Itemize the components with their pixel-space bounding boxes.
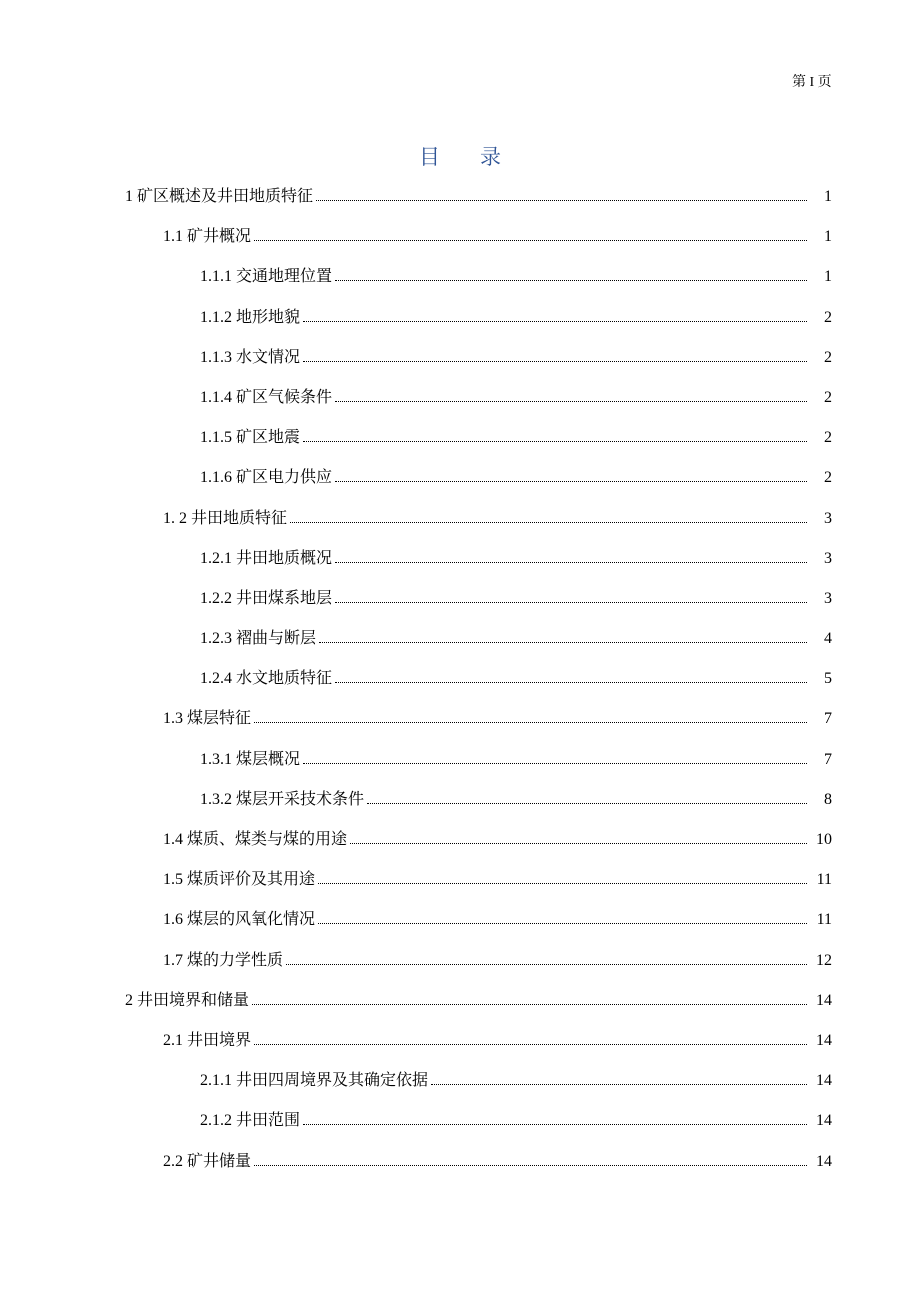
toc-dot-leader [335, 601, 807, 603]
toc-page-number: 2 [824, 308, 832, 326]
toc-entry[interactable] [0, 584, 920, 624]
toc-page-number: 2 [824, 388, 832, 406]
toc-page-number-wrap [807, 182, 920, 212]
toc-dot-leader [367, 802, 807, 804]
toc-dot-leader [254, 721, 807, 723]
toc-dot-leader [303, 762, 807, 764]
toc-page-number: 1 [824, 268, 832, 286]
toc-page-number: 14 [816, 1072, 832, 1090]
toc-entry[interactable] [0, 986, 920, 1026]
toc-page-number: 3 [824, 589, 832, 607]
toc-entry-label: 1. 2 井田地质特征 [163, 509, 288, 527]
toc-page-number-wrap [807, 946, 920, 976]
toc-entry-label: 1.3.2 煤层开采技术条件 [200, 790, 365, 808]
toc-page-number: 14 [816, 1152, 832, 1170]
toc-page-number-wrap [807, 222, 920, 252]
toc-page-number-wrap [807, 1066, 920, 1096]
toc-entry[interactable] [0, 825, 920, 865]
toc-entry-label: 1.1.6 矿区电力供应 [200, 469, 333, 487]
toc-dot-leader [254, 239, 807, 241]
toc-entry-label: 1.6 煤层的风氧化情况 [163, 911, 316, 929]
toc-dot-leader [316, 199, 807, 201]
toc-page-number-wrap [807, 544, 920, 574]
toc-entry-label: 1.4 煤质、煤类与煤的用途 [163, 831, 348, 848]
toc-dot-leader [350, 842, 807, 844]
toc-page-number-wrap [807, 704, 920, 734]
toc-page-number-wrap [807, 343, 920, 373]
toc-page-number: 11 [816, 911, 832, 929]
toc-entry[interactable] [0, 504, 920, 544]
toc-page-number: 14 [816, 1112, 832, 1130]
toc-entry-label: 2.2 矿井储量 [163, 1152, 252, 1170]
toc-entry[interactable] [0, 1066, 920, 1106]
toc-entry-label: 1.1.2 地形地貌 [200, 308, 301, 326]
toc-entry-label: 1.1.5 矿区地震 [200, 429, 301, 447]
toc-dot-leader [290, 521, 807, 523]
toc-entry[interactable] [0, 664, 920, 704]
toc-page-number-wrap [807, 504, 920, 534]
toc-entry-label: 1.5 煤质评价及其用途 [163, 871, 316, 889]
toc-entry-label: 2.1.2 井田范围 [200, 1112, 301, 1130]
toc-dot-leader [303, 440, 807, 442]
toc-entry[interactable] [0, 383, 920, 423]
toc-list [0, 182, 920, 1187]
toc-dot-leader [431, 1083, 807, 1085]
toc-page-number: 1 [824, 228, 832, 246]
toc-dot-leader [335, 279, 807, 281]
toc-page-number-wrap [807, 825, 920, 855]
toc-entry[interactable] [0, 343, 920, 383]
toc-entry[interactable] [0, 905, 920, 945]
toc-page-number: 14 [816, 1031, 832, 1049]
toc-dot-leader [303, 1123, 807, 1125]
toc-page-number: 12 [816, 951, 832, 969]
toc-entry[interactable] [0, 946, 920, 986]
toc-entry[interactable] [0, 1026, 920, 1066]
toc-page-number: 7 [824, 710, 832, 728]
toc-page-number: 4 [824, 630, 832, 648]
toc-entry[interactable] [0, 1147, 920, 1187]
toc-dot-leader [318, 882, 807, 884]
toc-title: 目录 [419, 145, 541, 169]
toc-page-number-wrap [807, 303, 920, 333]
toc-page-number: 3 [824, 509, 832, 527]
toc-page-number: 2 [824, 469, 832, 487]
toc-dot-leader [303, 320, 807, 322]
toc-page-number: 7 [824, 750, 832, 768]
toc-entry-label: 2.1.1 井田四周境界及其确定依据 [200, 1072, 429, 1090]
toc-dot-leader [318, 922, 807, 924]
toc-entry[interactable] [0, 544, 920, 584]
toc-entry-label: 2.1 井田境界 [163, 1031, 252, 1049]
toc-entry-label: 1.3 煤层特征 [163, 710, 252, 728]
toc-dot-leader [254, 1043, 807, 1045]
toc-dot-leader [335, 561, 807, 563]
toc-entry-label: 1.1.1 交通地理位置 [200, 268, 333, 286]
toc-entry-label: 1.2.1 井田地质概况 [200, 549, 333, 567]
toc-page-number: 2 [824, 429, 832, 447]
toc-entry[interactable] [0, 423, 920, 463]
toc-page-number-wrap [807, 624, 920, 654]
toc-page-number-wrap [807, 1147, 920, 1177]
toc-entry-label: 1.1 矿井概况 [163, 228, 252, 246]
toc-entry[interactable] [0, 745, 920, 785]
toc-entry[interactable] [0, 182, 920, 222]
toc-page-number-wrap [807, 584, 920, 614]
toc-dot-leader [254, 1164, 807, 1166]
toc-dot-leader [335, 400, 807, 402]
toc-page-number-wrap [807, 1106, 920, 1136]
toc-dot-leader [335, 480, 807, 482]
toc-entry[interactable] [0, 865, 920, 905]
toc-entry[interactable] [0, 624, 920, 664]
toc-entry[interactable] [0, 785, 920, 825]
toc-page-number-wrap [807, 745, 920, 775]
toc-entry-label: 1.3.1 煤层概况 [200, 750, 301, 768]
toc-page-number-wrap [807, 664, 920, 694]
toc-entry[interactable] [0, 222, 920, 262]
toc-page-number-wrap [807, 865, 920, 895]
page-number: 第 I 页 [792, 75, 832, 90]
toc-dot-leader [335, 681, 807, 683]
toc-page-number-wrap [807, 423, 920, 453]
toc-entry[interactable] [0, 463, 920, 503]
toc-page-number: 11 [816, 871, 832, 889]
toc-entry-label: 1.1.4 矿区气候条件 [200, 388, 333, 406]
toc-entry[interactable] [0, 303, 920, 343]
toc-dot-leader [286, 963, 807, 965]
toc-page-number-wrap [807, 383, 920, 413]
toc-dot-leader [252, 1003, 807, 1005]
toc-entry-label: 1.2.3 褶曲与断层 [200, 630, 317, 648]
toc-entry[interactable] [0, 262, 920, 302]
toc-page-number: 14 [816, 991, 832, 1009]
toc-page-number: 3 [824, 549, 832, 567]
toc-dot-leader [303, 360, 807, 362]
toc-entry-label: 1.1.3 水文情况 [200, 348, 301, 366]
toc-page-number: 1 [824, 188, 832, 205]
toc-page-number-wrap [807, 785, 920, 815]
toc-page-number-wrap [807, 262, 920, 292]
toc-page-number-wrap [807, 463, 920, 493]
toc-page-number-wrap [807, 1026, 920, 1056]
toc-page-number-wrap [807, 905, 920, 935]
toc-entry-label: 1.2.4 水文地质特征 [200, 670, 333, 688]
toc-page-number: 10 [816, 831, 832, 848]
toc-dot-leader [319, 641, 807, 643]
toc-entry-label: 2 井田境界和储量 [125, 991, 250, 1009]
toc-entry-label: 1.2.2 井田煤系地层 [200, 589, 333, 607]
toc-entry-label: 1.7 煤的力学性质 [163, 951, 284, 969]
toc-entry-label: 1 矿区概述及井田地质特征 [125, 188, 314, 205]
toc-page-number: 2 [824, 348, 832, 366]
toc-page-number-wrap [807, 986, 920, 1016]
toc-page-number: 8 [824, 790, 832, 808]
toc-page-number: 5 [824, 670, 832, 688]
toc-entry[interactable] [0, 704, 920, 744]
toc-entry[interactable] [0, 1106, 920, 1146]
